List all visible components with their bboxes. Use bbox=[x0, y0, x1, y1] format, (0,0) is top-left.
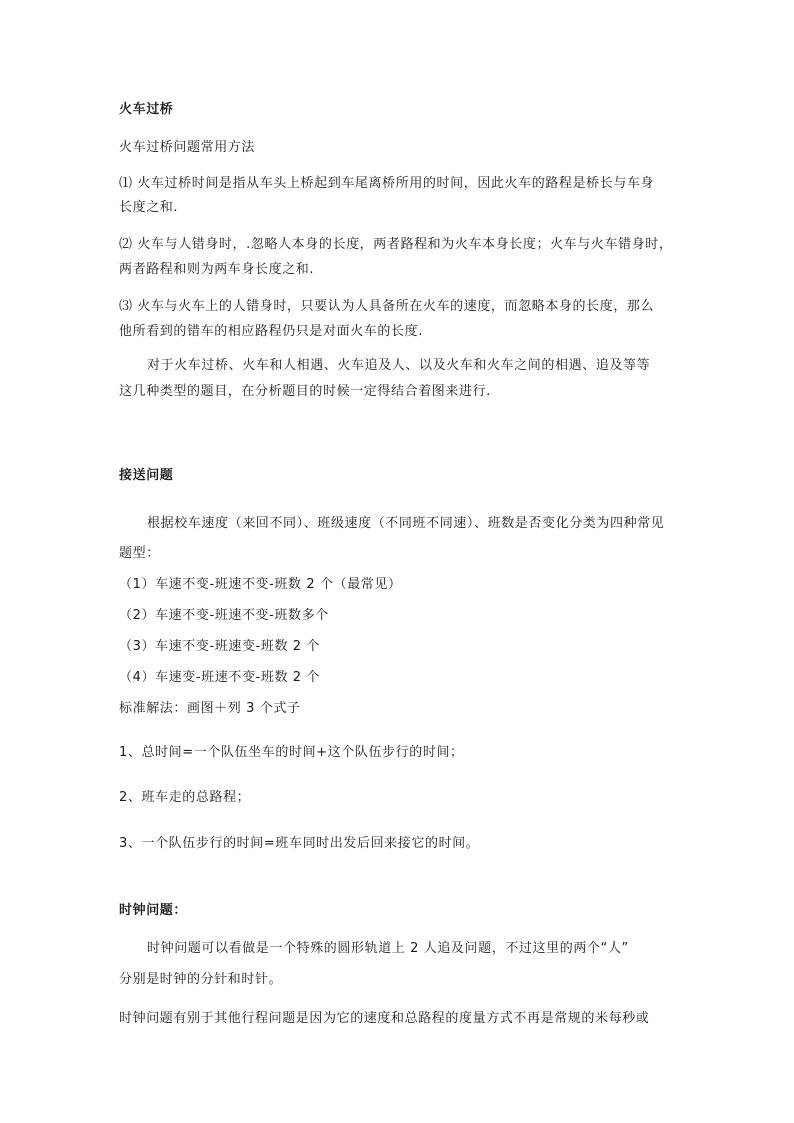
list-item: 2、班车走的总路程； bbox=[119, 790, 251, 805]
section-subtitle: 火车过桥问题常用方法 bbox=[119, 140, 256, 155]
paragraph-line: 题型： bbox=[119, 546, 160, 561]
list-item: （1）车速不变-班速不变-班数 2 个（最常见） bbox=[119, 577, 402, 592]
paragraph-line: 根据校车速度（来回不同）、班级速度（不同班不同速）、班数是否变化分类为四种常见 bbox=[147, 516, 665, 531]
paragraph-line: 两者路程和则为两车身长度之和. bbox=[119, 262, 315, 277]
paragraph-line: 长度之和. bbox=[119, 200, 179, 215]
paragraph-line: 他所看到的错车的相应路程仍只是对面火车的长度. bbox=[119, 324, 423, 339]
list-item: （3）车速不变-班速变-班数 2 个 bbox=[119, 639, 320, 654]
list-item: 1、总时间=一个队伍坐车的时间+这个队伍步行的时间； bbox=[119, 745, 464, 760]
method-line: 标准解法：画图＋列 3 个式子 bbox=[119, 701, 301, 716]
paragraph-line: 时钟问题有别于其他行程问题是因为它的速度和总路程的度量方式不再是常规的米每秒或 bbox=[119, 1011, 650, 1026]
paragraph-line: 时钟问题可以看做是一个特殊的圆形轨道上 2 人追及问题，不过这里的两个“人” bbox=[147, 941, 629, 956]
paragraph-line: ⑵ 火车与人错身时，.忽略人本身的长度，两者路程和为火车本身长度；火车与火车错身时， bbox=[119, 237, 673, 252]
list-item: （4）车速变-班速不变-班数 2 个 bbox=[119, 670, 320, 685]
section-title-clock: 时钟问题： bbox=[119, 903, 188, 918]
paragraph-line: ⑶ 火车与火车上的人错身时，只要认为人具备所在火车的速度，而忽略本身的长度，那么 bbox=[119, 299, 655, 314]
section-title-pickup: 接送问题 bbox=[119, 468, 174, 483]
paragraph-line: ⑴ 火车过桥时间是指从车头上桥起到车尾离桥所用的时间，因此火车的路程是桥长与车身 bbox=[119, 176, 655, 191]
list-item: （2）车速不变-班速不变-班数多个 bbox=[119, 608, 329, 623]
paragraph-line: 这几种类型的题目，在分析题目的时候一定得结合着图来进行. bbox=[119, 384, 491, 399]
paragraph-line: 分别是时钟的分针和时针。 bbox=[119, 972, 283, 987]
paragraph-line: 对于火车过桥、火车和人相遇、火车追及人、以及火车和火车之间的相遇、追及等等 bbox=[147, 358, 651, 373]
section-title-train-bridge: 火车过桥 bbox=[119, 102, 174, 117]
list-item: 3、一个队伍步行的时间=班车同时出发后回来接它的时间。 bbox=[119, 836, 480, 851]
